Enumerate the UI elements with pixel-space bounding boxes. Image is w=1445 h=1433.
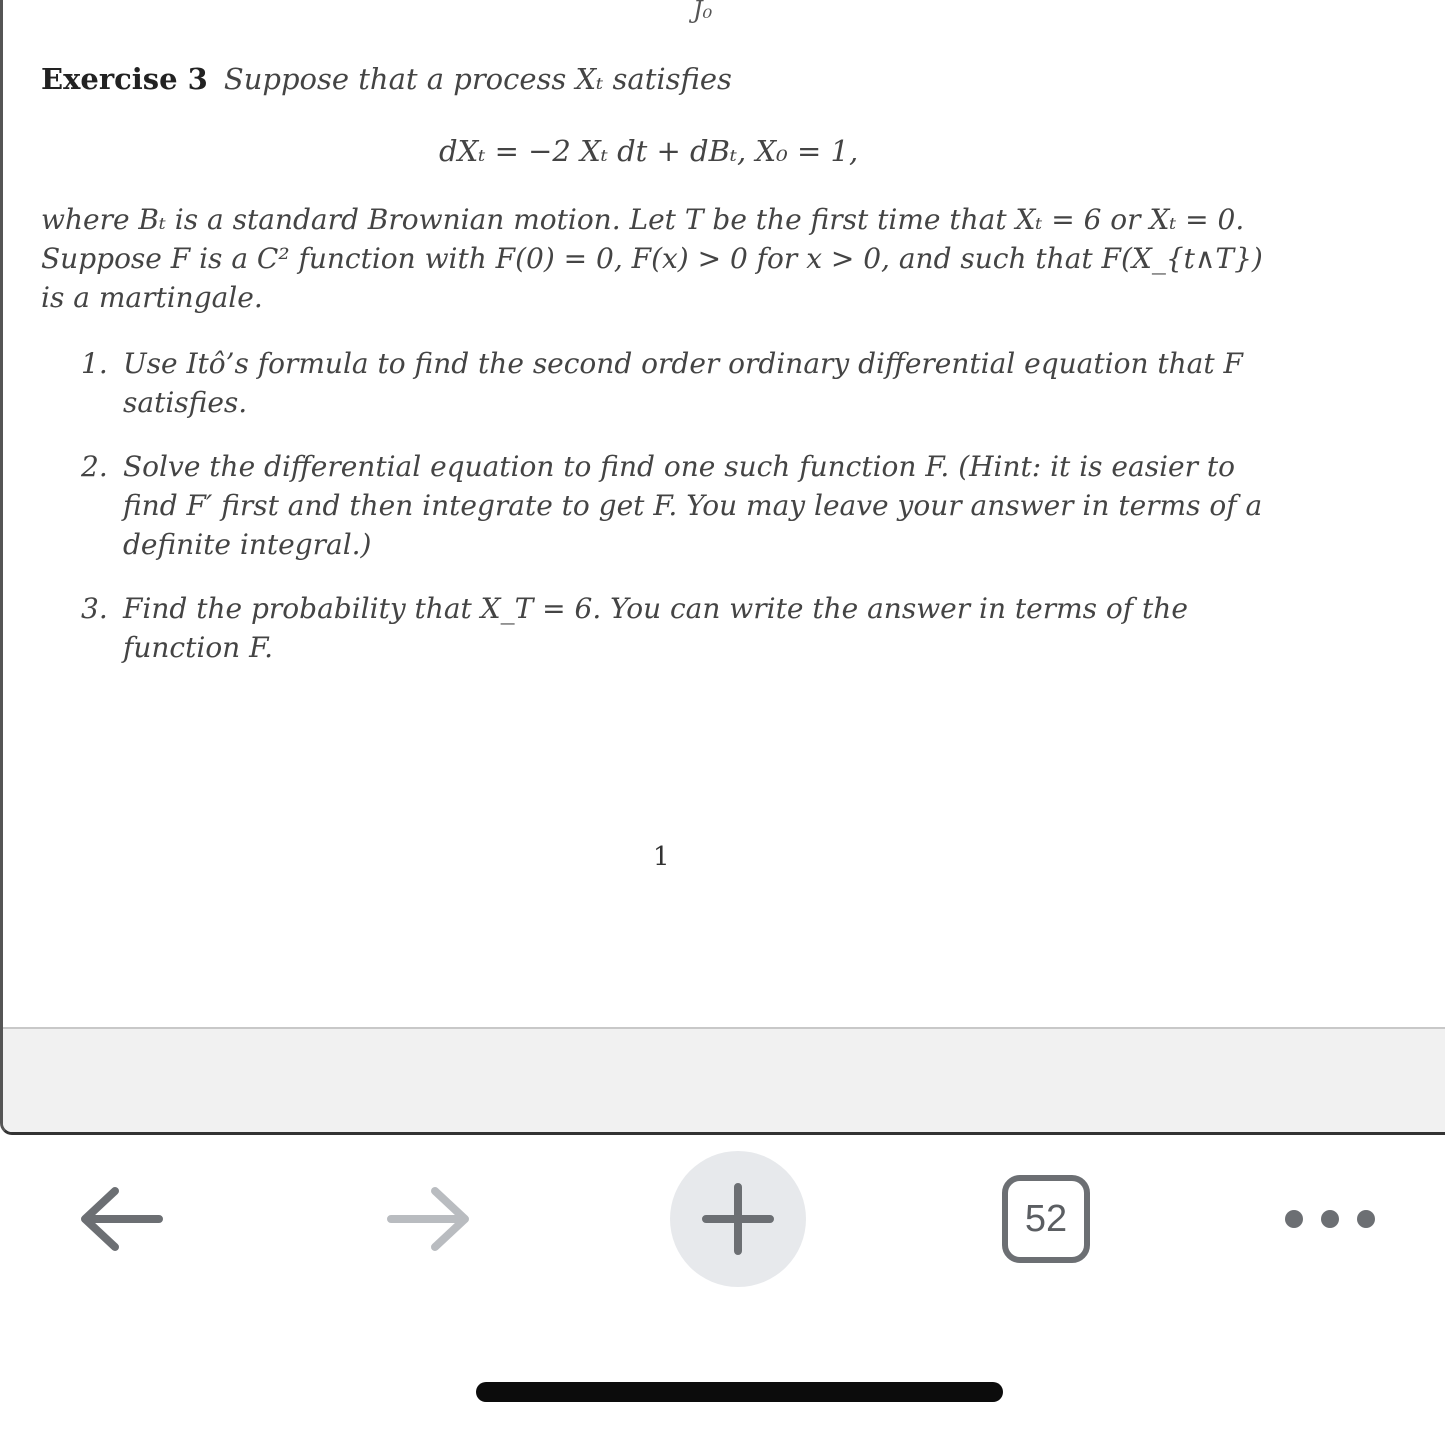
question-item: [81, 447, 1283, 564]
home-indicator[interactable]: [476, 1382, 1003, 1402]
more-dots-icon: [1282, 1207, 1378, 1231]
question-list: [81, 344, 1283, 692]
tab-count: 52: [1024, 1197, 1068, 1240]
arrow-left-icon: [75, 1183, 165, 1255]
new-tab-button[interactable]: [670, 1151, 806, 1287]
sde-equation: dXₜ = −2 Xₜ dt + dBₜ, X₀ = 1,: [439, 134, 859, 168]
forward-button[interactable]: [380, 1179, 480, 1259]
exercise-paragraph: where Bₜ is a standard Brownian motion. Let T be the first time that Xₜ = 6 or Xₜ = 0. Suppose F is a C² function with F(0) = 0, F(x) > 0 for x > 0, and such that F(X_{t∧T}) is a martingale.: [41, 203, 1263, 314]
page-gap-strip: [3, 1027, 1445, 1132]
question-item: [81, 589, 1283, 667]
question-number: 3.: [81, 592, 108, 625]
back-button[interactable]: [70, 1179, 170, 1259]
question-number: 2.: [81, 450, 108, 483]
exercise-intro: Suppose that a process Xₜ satisfies: [223, 62, 732, 96]
browser-toolbar: [0, 1135, 1445, 1305]
exercise-label: Exercise 3: [41, 62, 208, 96]
plus-icon: [700, 1181, 776, 1257]
arrow-right-icon: [385, 1183, 475, 1255]
previous-page-fragment: J₀: [693, 0, 713, 24]
question-text: Use Itô’s formula to find the second order ordinary differential equation that F satisfies.: [123, 347, 1243, 419]
question-text: Find the probability that X_T = 6. You can write the answer in terms of the function F.: [123, 592, 1188, 664]
more-menu-button[interactable]: [1280, 1179, 1380, 1259]
exercise-heading: [41, 62, 732, 96]
page-number: 1: [653, 842, 670, 872]
question-number: 1.: [81, 347, 108, 380]
tab-count-button[interactable]: [1002, 1175, 1090, 1263]
question-item: [81, 344, 1283, 422]
question-text: Solve the differential equation to find one such function F. (Hint: it is easier to find F′ first and then integrate to get F. You may leave your answer in terms of a definite integral.): [123, 450, 1263, 561]
